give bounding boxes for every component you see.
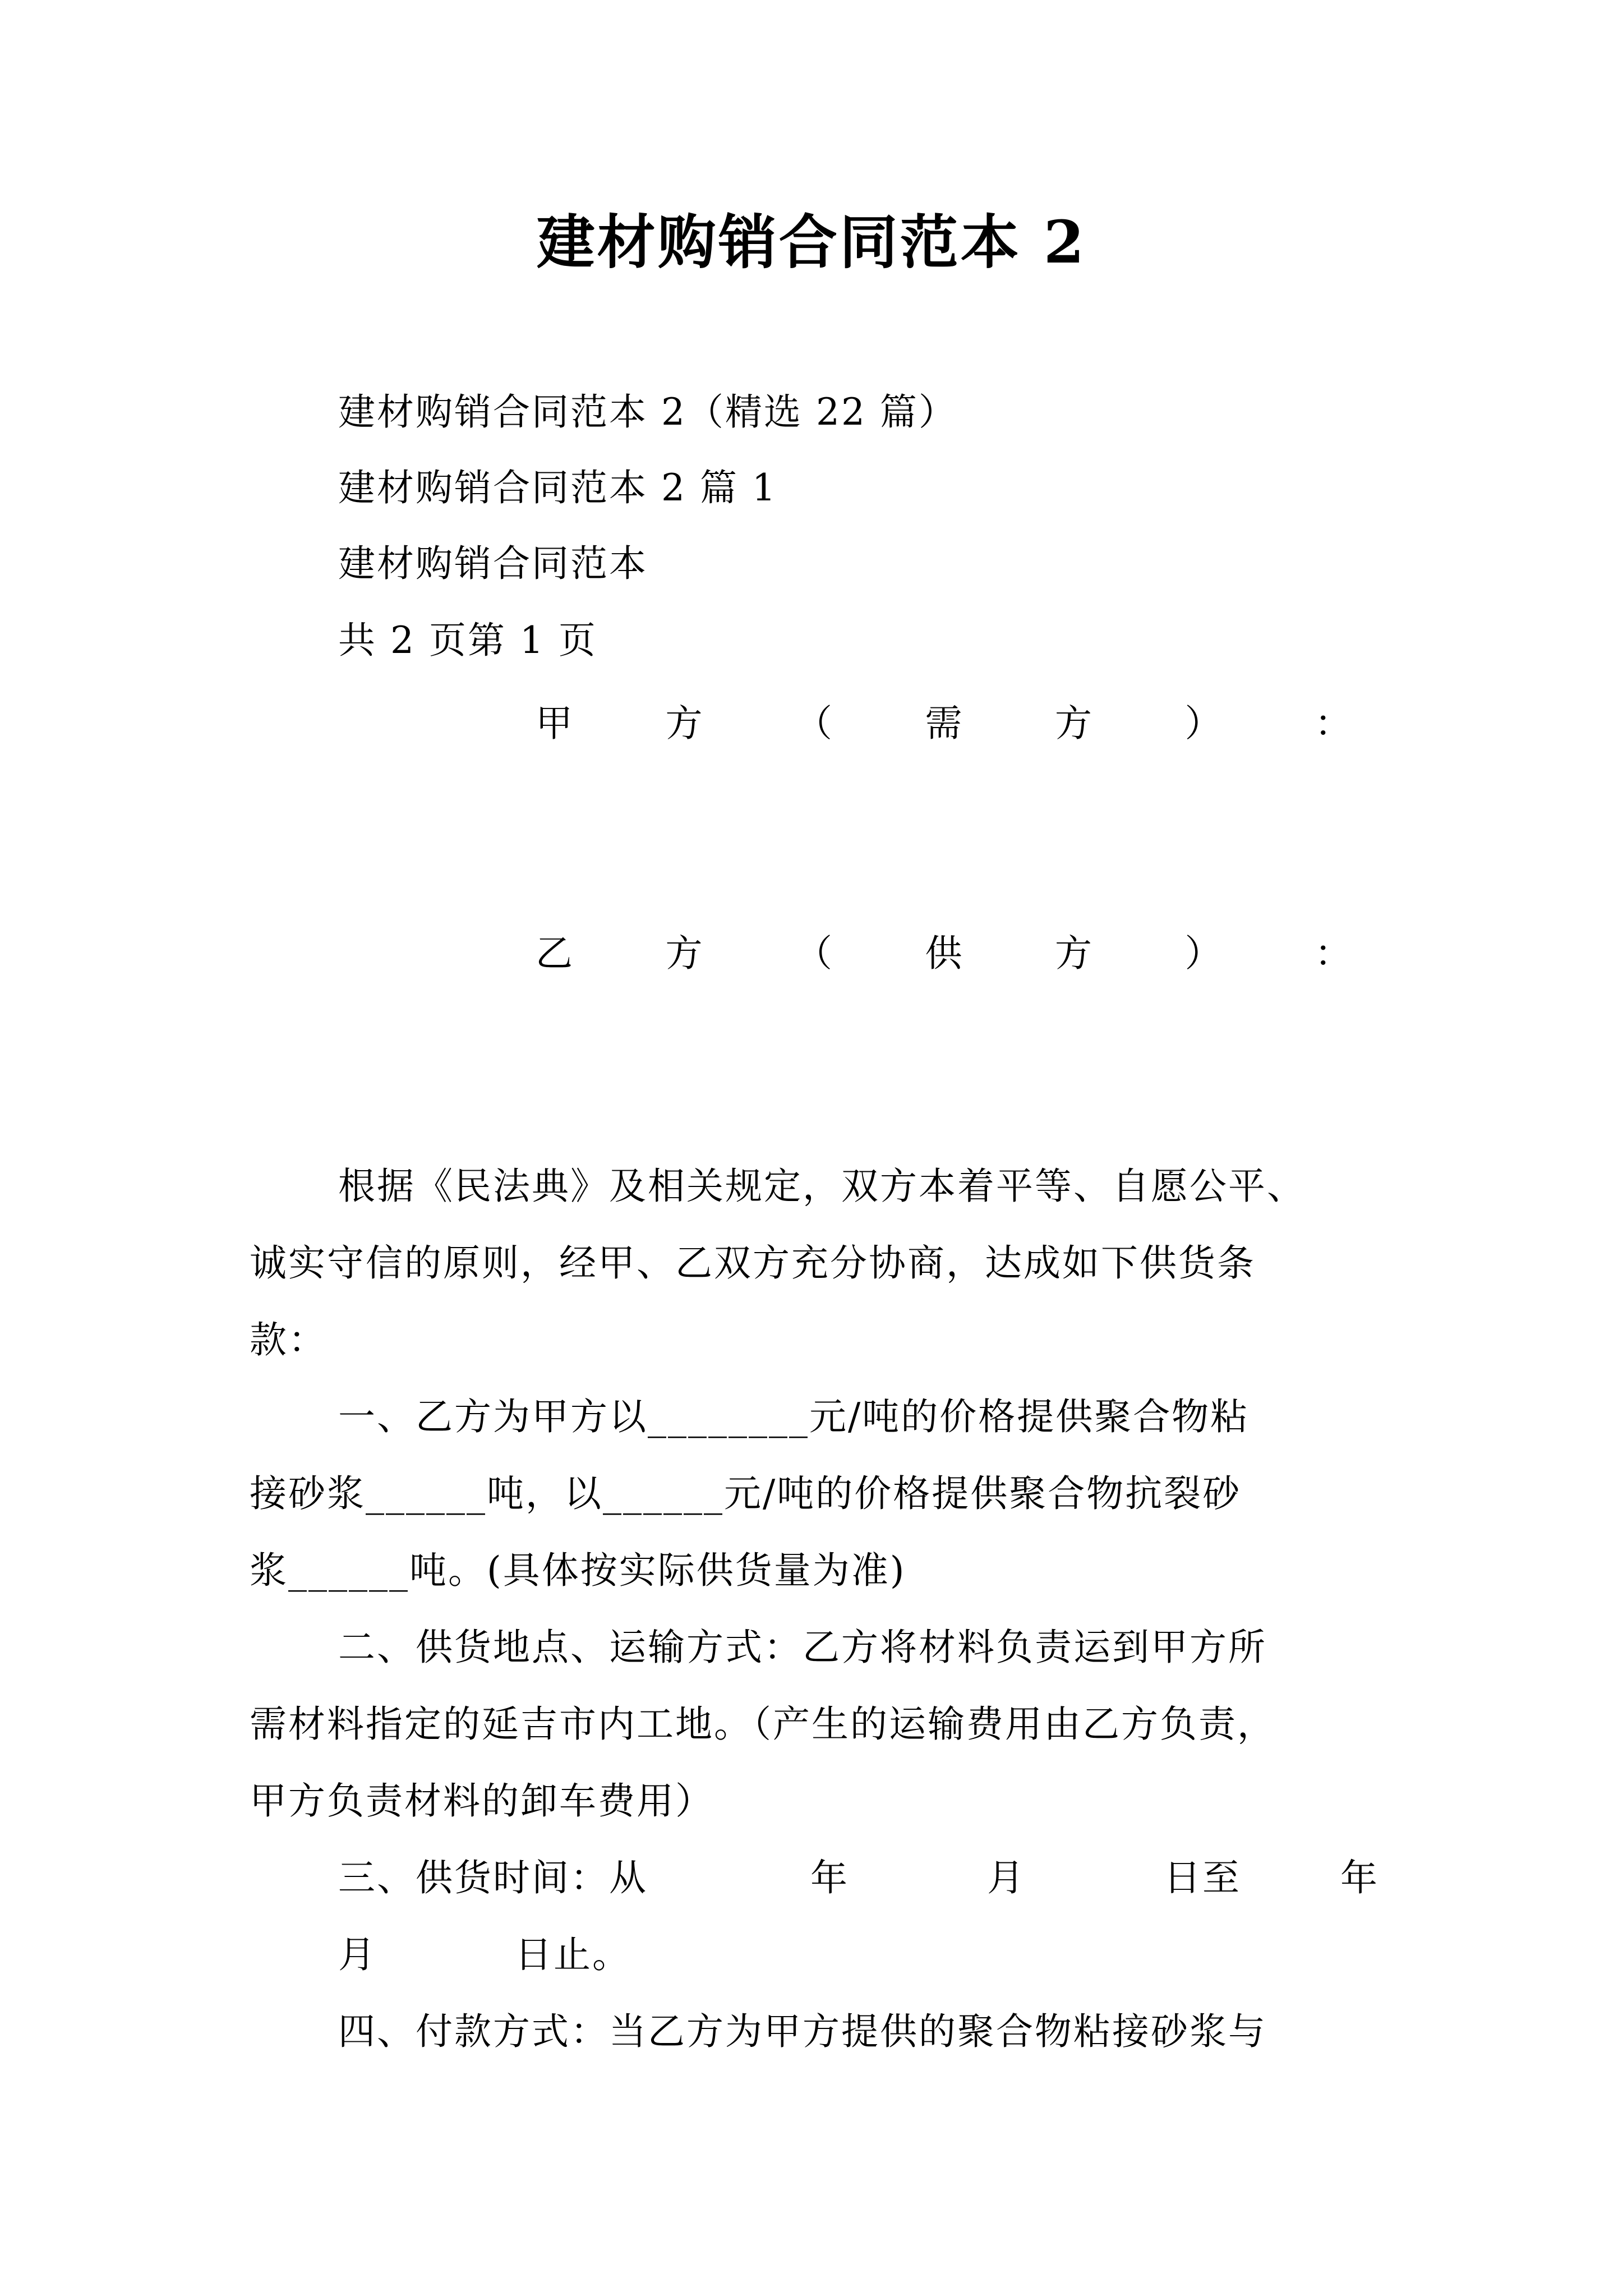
body-line: 四、付款方式：当乙方为甲方提供的聚合物粘接砂浆与: [338, 2010, 1267, 2053]
document-title: 建材购销合同范本 2: [536, 208, 1087, 277]
body-line: 款：: [250, 1318, 327, 1361]
body-line: 三、供货时间：从: [338, 1856, 648, 1899]
party-a-char: （: [795, 702, 832, 745]
body-line: 甲方负责材料的卸车费用）: [250, 1779, 714, 1823]
body-line: 诚实守信的原则，经甲、乙双方充分协商，达成如下供货条: [250, 1241, 1256, 1285]
body-line: 二、供货地点、运输方式：乙方将材料负责运到甲方所: [338, 1626, 1267, 1669]
date-month-label: 月: [338, 1933, 377, 1976]
date-year-label: 年: [810, 1856, 849, 1899]
party-a-char: 甲: [536, 702, 573, 745]
party-a-char: 方: [665, 702, 703, 745]
party-a-char: 方: [1055, 702, 1092, 745]
party-a-char: ）: [1184, 702, 1222, 745]
party-b-char: ）: [1184, 932, 1222, 975]
party-b-char: 供: [925, 932, 962, 975]
party-b-char: （: [795, 932, 832, 975]
date-year-label: 年: [1340, 1856, 1379, 1899]
body-line: 需材料指定的延吉市内工地。（产生的运输费用由乙方负责，: [250, 1703, 1276, 1746]
party-a-line: [536, 701, 1352, 746]
party-b-char: ：: [1315, 932, 1352, 975]
party-a-char: ：: [1315, 702, 1352, 745]
date-day-to-label: 日至: [1164, 1856, 1241, 1899]
body-line: 浆______吨。(具体按实际供货量为准): [250, 1549, 906, 1592]
party-b-line: [536, 931, 1352, 976]
date-day-end-label: 日止。: [515, 1933, 631, 1976]
body-line: 根据《民法典》及相关规定，双方本着平等、自愿公平、: [338, 1165, 1306, 1208]
body-line: 接砂浆______吨，以______元/吨的价格提供聚合物抗裂砂: [250, 1472, 1242, 1515]
header-line-3: 建材购销合同范本: [338, 542, 648, 585]
party-b-char: 方: [1055, 932, 1092, 975]
party-b-char: 乙: [536, 932, 573, 975]
party-b-char: 方: [665, 932, 703, 975]
body-line: 一、乙方为甲方以________元/吨的价格提供聚合物粘: [338, 1395, 1249, 1438]
header-line-1: 建材购销合同范本 2（精选 22 篇）: [338, 390, 957, 434]
date-month-label: 月: [987, 1856, 1026, 1899]
header-line-2: 建材购销合同范本 2 篇 1: [338, 466, 777, 509]
header-line-4: 共 2 页第 1 页: [338, 619, 597, 662]
party-a-char: 需: [925, 702, 962, 745]
